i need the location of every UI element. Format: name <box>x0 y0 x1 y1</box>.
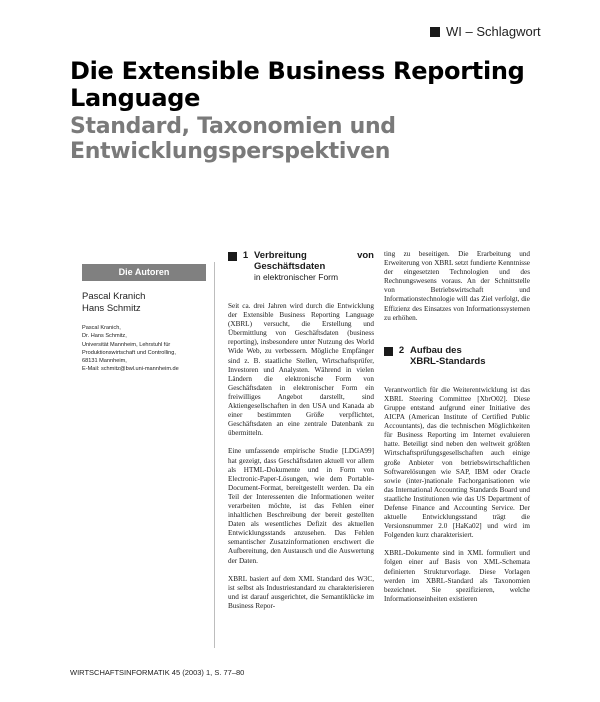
body-paragraph: XBRL basiert auf dem XML Standard des W3C, ist selbst als Industriestandard zu charakterisieren und ist darauf ausgerichtet, die Semantiklücke im Business Repor- <box>228 574 374 610</box>
affiliation-line: Produktionswirtschaft und Controlling, <box>82 349 176 356</box>
author-names <box>82 291 206 315</box>
body-paragraph: Verantwortlich für die Weiterentwicklung ist das XBRL Steering Committee [XbrO02]. Diese Gruppe entstand aufgrund einer Initiative des AICPA (American Institute of Certified Public Accountants), das die technischen Möglichkeiten für Business Reporting im Internet evaluieren hatte. Beteiligt sind neben den weltweit größten Wirtschaftsprüfungsgesellschaften auch einige große Anbieter von betriebswirtschaftlichen Softwarelösungen wie SAP, IBM oder Oracle sowie (inter-)nationale Fachorganisationen wie das International Accounting Standards Board und staatliche Institutionen wie das US Department of Defense Finance and Accounting Service. Der aktuelle Entwicklungsstand trägt die Versionsnummer 2.0 [HaKa02] und wird im Folgenden kurz charakterisiert. <box>384 385 530 540</box>
authors-box <box>82 264 206 374</box>
affiliation-line: Dr. Hans Schmitz, <box>82 333 127 340</box>
author-name: Pascal Kranich <box>82 291 146 302</box>
text-column-1 <box>228 250 374 620</box>
author-name: Hans Schmitz <box>82 303 141 314</box>
section-square-icon <box>384 347 393 356</box>
section-heading-2 <box>384 345 530 367</box>
text-column-2 <box>384 250 530 613</box>
section-subtitle: XBRL-Standards <box>410 355 486 367</box>
section-heading-1 <box>228 250 374 283</box>
section-number: 2 <box>398 344 405 356</box>
journal-footer: WIRTSCHAFTSINFORMATIK 45 (2003) 1, S. 77–80 <box>70 668 245 677</box>
rubric-square-icon <box>430 27 440 37</box>
body-paragraph: Eine umfassende empirische Studie [LDGA99] hat gezeigt, dass Geschäftsdaten aktuell vor allem als HTML-Dokumente und in Form von Electronic-Paper-Lösungen, wie dem Portable-Document-Format, bereitgestellt werden. Da ein Teil der Interessenten die Informationen weiter verarbeiten möchte, ist das Fehlen einer inhaltlichen Beschreibung der bereit gestellten Daten als wesentliches Defizit des aktuellen Entwicklungsstands anzusehen. Das Fehlen semantischer Zusatzinformationen erschwert die Aufbereitung, den Austausch und die Auswertung der Daten. <box>228 447 374 565</box>
rubric-text: WI – Schlagwort <box>446 24 541 39</box>
section-title: Verbreitung von Geschäftsdaten <box>254 250 374 272</box>
section-square-icon <box>228 252 237 261</box>
article-subtitle: Standard, Taxonomien und Entwicklungsperspektiven <box>70 114 396 164</box>
body-paragraph: XBRL-Dokumente sind in XML formuliert und folgen einer auf Basis von XML-Schemata definierten Strukturvorlage. Diese Vorlagen werden im XBRL-Standard als Taxonomien bezeichnet. Sie spezifizieren, welche Informationseinheiten existieren <box>384 549 530 603</box>
body-paragraph: ting zu beseitigen. Die Erarbeitung und Erweiterung von XBRL setzt fundierte Kenntnisse der eingesetzten Technologien und des Rechnungswesens voraus. An der Schnittstelle von Betriebswirtschaft und Informationstechnologie will das Ziel verfolgt, die Effizienz des Einsatzes von Informationssystemen zu erhöhen. <box>384 250 530 322</box>
affiliation-line: 68131 Mannheim, <box>82 358 127 365</box>
body-paragraph: Seit ca. drei Jahren wird durch die Entwicklung der Extensible Business Reporting Language (XBRL) versucht, die Erstellung und Übermittlung von Geschäftsdaten (business reporting), insbesondere unter Nutzung des World Wide Web, zu verbessern. Mögliche Empfänger sind z. B. staatliche Stellen, Wirtschaftsprüfer, Investoren und Analysten. Während in vielen Ländern die elektronische Form von Geschäftsdaten in elektronischer Form ein freiwilliges Angebot darstellt, sind Aktiengesellschaften in den USA und Kanada ab einer bestimmten Größe verpflichtet, Geschäftsdaten an eine zentrale Datenbank zu übermitteln. <box>228 302 374 438</box>
article-title: Die Extensible Business Reporting Language <box>70 57 525 112</box>
section-subtitle: in elektronischer Form <box>254 272 339 282</box>
author-affiliation <box>82 324 206 374</box>
affiliation-email: E-Mail: schmitz@bwl.uni-mannheim.de <box>82 366 179 373</box>
column-divider <box>214 262 215 648</box>
affiliation-line: Pascal Kranich, <box>82 325 121 331</box>
authors-header: Die Autoren <box>82 264 206 281</box>
section-number: 1 <box>242 250 249 261</box>
affiliation-line: Universität Mannheim, Lehrstuhl für <box>82 341 171 348</box>
rubric-label <box>430 24 590 39</box>
section-title: Aufbau des <box>410 344 462 356</box>
